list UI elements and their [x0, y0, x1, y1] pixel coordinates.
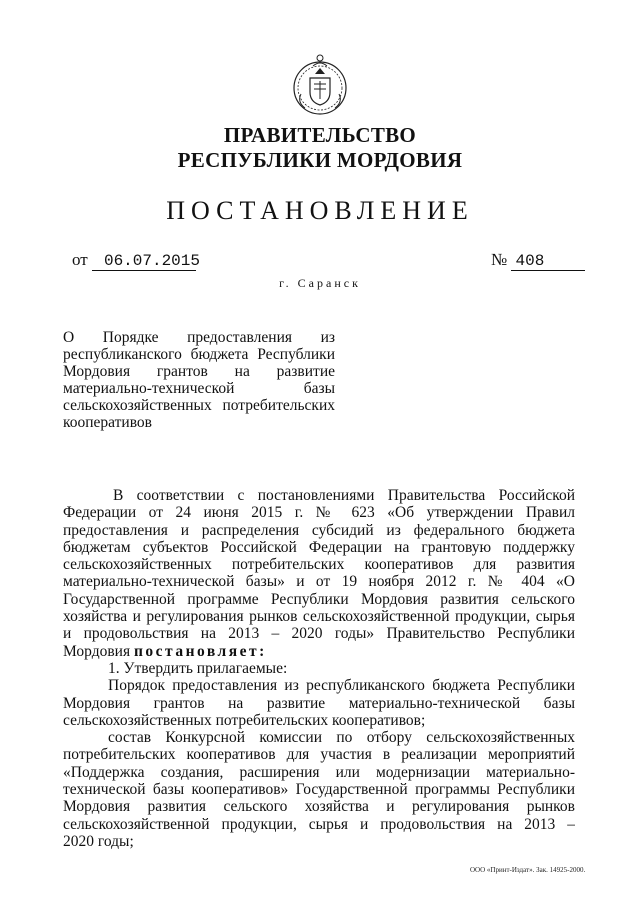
subject-line: О Порядке предоставления из	[63, 329, 335, 346]
body-line: В соответствии с постановлениями Правительства Российской	[113, 487, 575, 504]
subject-line: республиканского бюджета Республики	[63, 346, 335, 363]
body-line: состав Конкурсной комиссии по отбору сельскохозяйственных	[108, 729, 575, 747]
printer-footer: ООО «Принт-Издат». Зак. 14925-2000.	[470, 866, 586, 874]
body-line: 2020 годы;	[63, 832, 134, 850]
body-line: Порядок предоставления из республиканского бюджета Республики	[108, 677, 575, 695]
decree-subject	[63, 329, 335, 431]
item-line: 1. Утвердить прилагаемые:	[108, 659, 288, 677]
body-line: Федерации от 24 июня 2015 г. № 623 «Об утверждении Правил	[63, 504, 575, 522]
body-line: Мордовия грантов на развитие материально-технической базы	[63, 694, 575, 712]
coat-of-arms-emblem	[291, 50, 349, 118]
subject-line: Мордовия грантов на развитие	[63, 363, 335, 380]
decree-body	[63, 487, 575, 850]
government-title-line2: РЕСПУБЛИКИ МОРДОВИЯ	[177, 148, 463, 172]
body-line: технической базы кооперативов» Государственной программы Республики	[63, 781, 575, 799]
body-line: потребительских кооперативов для участия в реализации мероприятий	[63, 746, 575, 764]
body-line: материально-технической базы» и от 19 ноября 2012 г. № 404 «О	[63, 573, 575, 591]
body-line: хозяйства и регулирования рынков сельскохозяйственной продукции, сырья	[63, 608, 575, 626]
body-line: и продовольствия на 2013 – 2020 годы» Правительство Республики	[63, 625, 575, 643]
decree-number	[491, 250, 585, 271]
date-value: 06.07.2015	[92, 252, 196, 271]
city-name: г. Саранск	[279, 276, 361, 290]
subject-line: материально-технической базы	[63, 380, 335, 397]
decides-word: постановляет:	[133, 642, 267, 660]
subject-line: кооперативов	[63, 414, 152, 431]
body-line: сельскохозяйственных потребительских кооперативов для развития	[63, 556, 575, 574]
subject-line: сельскохозяйственных потребительских	[63, 397, 335, 414]
body-line: Государственной программе Республики Мордовия развития сельского	[63, 590, 575, 608]
body-line: «Поддержка создания, расширения или модернизации материально-	[63, 763, 575, 781]
body-line: сельскохозяйственных потребительских кооперативов;	[63, 711, 426, 729]
body-line: бюджетам субъектов Российской Федерации на грантовую поддержку	[63, 538, 575, 556]
decree-date	[72, 250, 200, 271]
government-title-line1: ПРАВИТЕЛЬСТВО	[223, 123, 417, 147]
date-prefix: от	[72, 250, 88, 269]
document-type-title: ПОСТАНОВЛЕНИЕ	[166, 196, 474, 225]
body-line: предоставления и распределения субсидий из федерального бюджета	[63, 521, 575, 539]
decides-line	[63, 643, 575, 660]
decides-prefix: Мордовия	[63, 642, 131, 660]
number-prefix: №	[491, 250, 508, 269]
number-value: 408	[511, 252, 585, 271]
body-line: Мордовия развития сельского хозяйства и регулирования рынков	[63, 798, 575, 816]
body-line: сельскохозяйственной продукции, сырья и продовольствия на 2013 –	[63, 815, 575, 833]
